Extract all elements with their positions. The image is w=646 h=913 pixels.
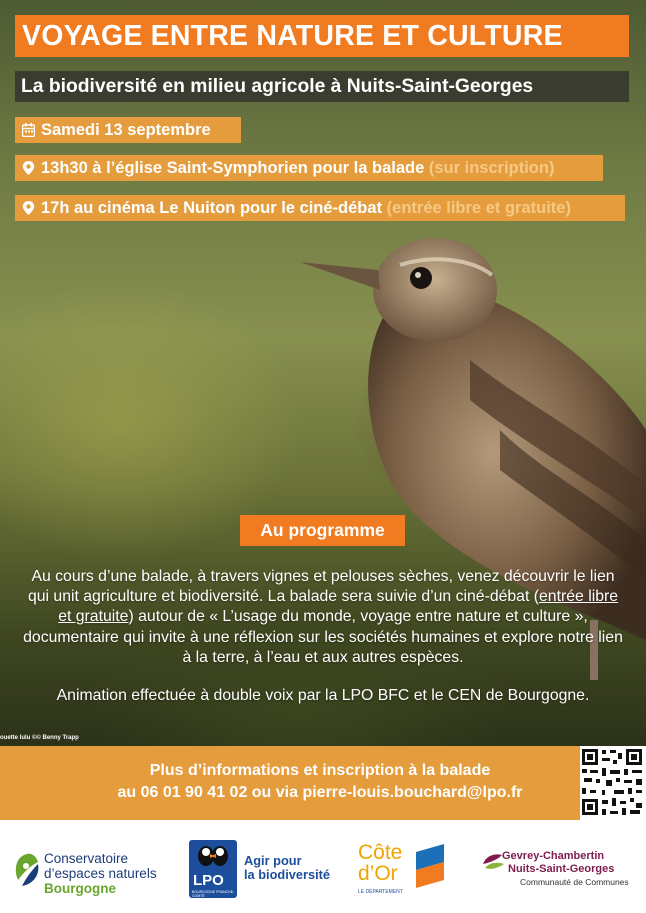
cote-word — [358, 842, 402, 884]
logo-cen-bourgogne — [12, 848, 172, 902]
cote-line2: d’Or — [358, 862, 398, 885]
cen-line2: d’espaces naturels — [44, 866, 157, 881]
main-title: VOYAGE ENTRE NATURE ET CULTURE — [15, 15, 629, 57]
lpo-badge — [189, 840, 237, 898]
cen-line3: Bourgogne — [44, 881, 116, 896]
event-cine-note: (entrée libre et gratuite) — [386, 199, 571, 217]
lpo-slogan-2: la biodiversité — [244, 867, 331, 882]
footer-info-line: Plus d’informations et inscription à la balade — [149, 762, 491, 779]
lpo-region: BOURGOGNE FRANCHE-COMTÉ — [192, 890, 235, 898]
lpo-slogan-1: Agir pour — [244, 853, 302, 868]
logo-lpo — [189, 840, 337, 900]
footer-contact-line: au 06 01 90 41 02 ou via pierre-louis.bouchard@lpo.fr — [117, 784, 523, 801]
gc-line3: Communauté de Communes — [520, 877, 629, 887]
qr-code[interactable] — [580, 746, 646, 820]
event-walk-text: 13h30 à l’église Saint-Symphorien pour la balade — [41, 159, 429, 177]
event-walk — [15, 155, 603, 181]
photo-credit: ouette lulu ©© Benny Trapp — [0, 735, 79, 741]
event-date — [15, 117, 241, 143]
event-cine — [15, 195, 625, 221]
cote-flag-icon — [416, 844, 444, 888]
desc-part2: ) autour de « L’usage du monde, voyage entre nature et culture », documentaire qui invite à une réflexion sur les sociétés humaines et explore notre lien à la terre, à l’eau et aux autres espèces. — [23, 608, 623, 666]
cen-text — [44, 851, 157, 896]
location-pin-icon — [22, 161, 35, 175]
cote-line1: Côte — [358, 841, 403, 864]
desc-part1: Au cours d’une balade, à travers vignes et pelouses sèches, venez découvrir le lien qui unit agriculture et biodiversité. La balade sera suivie d’un ciné-débat ( — [27, 568, 615, 606]
gc-line2: Nuits-Saint-Georges — [508, 863, 615, 875]
lpo-slogan — [244, 854, 330, 882]
lpo-word: LPO — [193, 872, 224, 889]
cote-dept: LE DÉPARTEMENT — [358, 889, 403, 895]
puffin-icon — [189, 842, 237, 872]
footer-contact — [0, 746, 646, 820]
event-date-text: Samedi 13 septembre — [41, 121, 211, 139]
cen-leaf-icon — [12, 850, 42, 888]
location-pin-icon — [22, 201, 35, 215]
animation-note: Animation effectuée à double voix par la LPO BFC et le CEN de Bourgogne. — [56, 687, 590, 704]
logo-gevrey-nuits — [480, 850, 640, 900]
subtitle: La biodiversité en milieu agricole à Nuits-Saint-Georges — [15, 71, 629, 102]
programme-description — [20, 567, 626, 668]
desc-free-entry: entrée libre et gratuite — [58, 588, 619, 626]
cen-line1: Conservatoire — [44, 851, 129, 866]
programme-badge: Au programme — [240, 515, 405, 546]
logo-cote-dor — [358, 842, 448, 902]
partner-logos — [0, 820, 646, 913]
event-cine-text: 17h au cinéma Le Nuiton pour le ciné-débat — [41, 199, 387, 217]
calendar-icon — [22, 123, 35, 137]
gc-line1: Gevrey-Chambertin — [502, 850, 605, 862]
event-walk-note: (sur inscription) — [428, 159, 555, 177]
